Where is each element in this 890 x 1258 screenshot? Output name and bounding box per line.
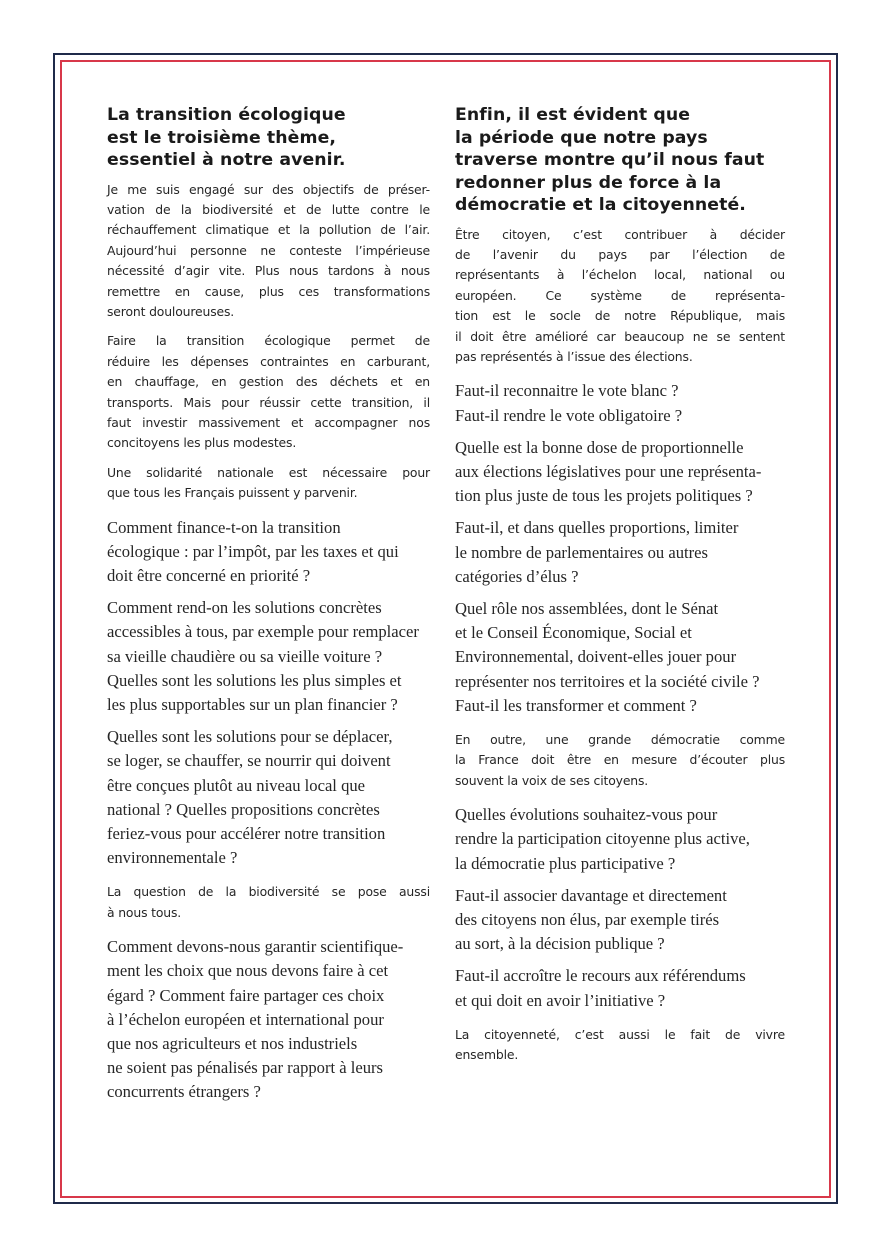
text-line: se loger, se chauffer, se nourrir qui doivent	[107, 751, 391, 771]
text-line: écologique : par l’impôt, par les taxes et qui	[107, 541, 399, 561]
question-participation	[455, 803, 785, 876]
text-line: au sort, à la décision publique ?	[455, 934, 665, 954]
text-line: Être citoyen, c’est contribuer à décider	[455, 226, 785, 242]
text-line: les plus supportables sur un plan financier ?	[107, 695, 398, 715]
text-line: tion plus juste de tous les projets politiques ?	[455, 486, 753, 506]
text-line: sa vieille chaudière ou sa vieille voiture ?	[107, 646, 383, 666]
paragraph-biodiversity	[107, 882, 430, 923]
text-line: concitoyens les plus modestes.	[107, 435, 297, 451]
text-line: à nous tous.	[107, 904, 182, 920]
text-line: souvent la voix de ses citoyens.	[455, 772, 649, 788]
text-line: Aujourd’hui personne ne conteste l’impérieuse	[107, 242, 430, 258]
question-assemblies-role	[455, 597, 785, 718]
text-line: Faut-il accroître le recours aux référendums	[455, 966, 746, 986]
text-line: Comment rend-on les solutions concrètes	[107, 598, 382, 618]
text-line: réduire les dépenses contraintes en carburant,	[107, 353, 430, 369]
text-line: européen. Ce système de représenta-	[455, 287, 785, 303]
text-line: accessibles à tous, par exemple pour remplacer	[107, 622, 419, 642]
question-limit-parliamentarians	[455, 516, 785, 589]
text-line: égard ? Comment faire partager ces choix	[107, 985, 385, 1005]
text-line: Faut-il, et dans quelles proportions, limiter	[455, 518, 739, 538]
text-line: ensemble.	[455, 1047, 519, 1063]
heading-line: est le troisième thème,	[107, 127, 337, 148]
text-line: national ? Quelles propositions concrètes	[107, 799, 380, 819]
text-line: Une solidarité nationale est nécessaire pour	[107, 464, 430, 480]
text-line: en chauffage, en gestion des déchets et en	[107, 374, 430, 390]
question-accessible-solutions	[107, 596, 430, 717]
paragraph-listen-citizens	[455, 730, 785, 791]
text-line: et qui doit en avoir l’initiative ?	[455, 990, 666, 1010]
heading-line: traverse montre qu’il nous faut	[455, 150, 765, 170]
text-line: ment les choix que nous devons faire à cet	[107, 961, 389, 981]
heading-line: redonner plus de force à la	[455, 172, 722, 193]
paragraph-transition-costs	[107, 331, 430, 453]
text-line: représentants à l’échelon local, national ou	[455, 267, 785, 283]
text-line: feriez-vous pour accélérer notre transition	[107, 824, 386, 844]
text-line: que nos agriculteurs et nos industriels	[107, 1034, 358, 1054]
text-line: Comment devons-nous garantir scientifique-	[107, 937, 404, 957]
text-line: tion est le socle de notre République, mais	[455, 308, 785, 324]
question-scientific-choices	[107, 935, 430, 1104]
heading-democracy-citizenship	[455, 104, 785, 217]
text-line: représenter nos territoires et la société civile ?	[455, 671, 760, 691]
text-line: de l’avenir du pays par l’élection de	[455, 246, 785, 262]
text-line: Faut-il rendre le vote obligatoire ?	[455, 405, 683, 425]
text-line: et le Conseil Économique, Social et	[455, 623, 692, 643]
text-line: il doit être amélioré car beaucoup ne se sentent	[455, 328, 785, 344]
question-proportional	[455, 436, 785, 509]
text-line: Quelle est la bonne dose de proportionnelle	[455, 437, 744, 457]
question-financing	[107, 516, 430, 589]
text-line: Faire la transition écologique permet de	[107, 333, 430, 349]
text-line: Environnemental, doivent-elles jouer pour	[455, 647, 737, 667]
right-column	[455, 104, 785, 1075]
text-line: remettre en cause, plus ces transformations	[107, 283, 430, 299]
text-line: Faut-il reconnaitre le vote blanc ?	[455, 381, 679, 401]
text-line: Je me suis engagé sur des objectifs de préser-	[107, 181, 430, 197]
text-line: ne soient pas pénalisés par rapport à leurs	[107, 1058, 384, 1078]
text-line: concurrents étrangers ?	[107, 1082, 261, 1102]
text-line: nécessité d’agir vite. Plus nous tardons à nous	[107, 263, 430, 279]
text-line: pas représentés à l’issue des élections.	[455, 348, 693, 364]
text-line: Faut-il les transformer et comment ?	[455, 695, 697, 715]
text-line: réchauffement climatique et la pollution de l’air.	[107, 222, 430, 238]
text-line: Comment finance-t-on la transition	[107, 517, 341, 537]
intro-paragraph	[107, 180, 430, 323]
text-line: La question de la biodiversité se pose aussi	[107, 884, 430, 900]
text-line: vation de la biodiversité et de lutte contre le	[107, 201, 430, 217]
text-line: doit être concerné en priorité ?	[107, 566, 311, 585]
question-local-solutions	[107, 725, 430, 870]
text-line: Quel rôle nos assemblées, dont le Sénat	[455, 598, 719, 618]
text-line: aux élections législatives pour une représenta-	[455, 461, 762, 481]
question-referendums	[455, 964, 785, 1012]
left-column	[107, 104, 430, 1113]
heading-line: essentiel à notre avenir.	[107, 150, 346, 170]
text-line: Faut-il associer davantage et directement	[455, 885, 727, 905]
text-line: le nombre de parlementaires ou autres	[455, 542, 708, 562]
paragraph-living-together	[455, 1025, 785, 1066]
text-line: à l’échelon européen et international pour	[107, 1009, 384, 1029]
text-line: faut investir massivement et accompagner nos	[107, 414, 430, 430]
question-non-elected-citizens	[455, 884, 785, 957]
text-line: En outre, une grande démocratie comme	[455, 731, 785, 747]
text-line: être conçues plutôt au niveau local que	[107, 775, 366, 795]
text-line: que tous les Français puissent y parvenir.	[107, 485, 358, 501]
text-line: catégories d’élus ?	[455, 566, 579, 586]
question-blank-vote	[455, 379, 785, 427]
text-line: environnementale ?	[107, 848, 238, 868]
text-line: la démocratie plus participative ?	[455, 853, 676, 873]
text-line: des citoyens non élus, par exemple tirés	[455, 910, 720, 930]
heading-line: La transition écologique	[107, 105, 346, 125]
text-line: la France doit être en mesure d’écouter plus	[455, 752, 785, 768]
paragraph-national-solidarity	[107, 463, 430, 504]
text-line: Quelles évolutions souhaitez-vous pour	[455, 805, 718, 825]
text-line: rendre la participation citoyenne plus active,	[455, 829, 750, 849]
text-line: seront douloureuses.	[107, 303, 235, 319]
text-line: transports. Mais pour réussir cette transition, il	[107, 394, 430, 410]
heading-line: démocratie et la citoyenneté.	[455, 195, 746, 215]
heading-line: Enfin, il est évident que	[455, 105, 691, 125]
intro-paragraph-citizen	[455, 225, 785, 368]
heading-ecological-transition	[107, 104, 430, 172]
heading-line: la période que notre pays	[455, 127, 708, 148]
text-line: La citoyenneté, c’est aussi le fait de vivre	[455, 1026, 785, 1042]
text-line: Quelles sont les solutions pour se déplacer,	[107, 727, 393, 747]
text-line: Quelles sont les solutions les plus simples et	[107, 670, 402, 690]
